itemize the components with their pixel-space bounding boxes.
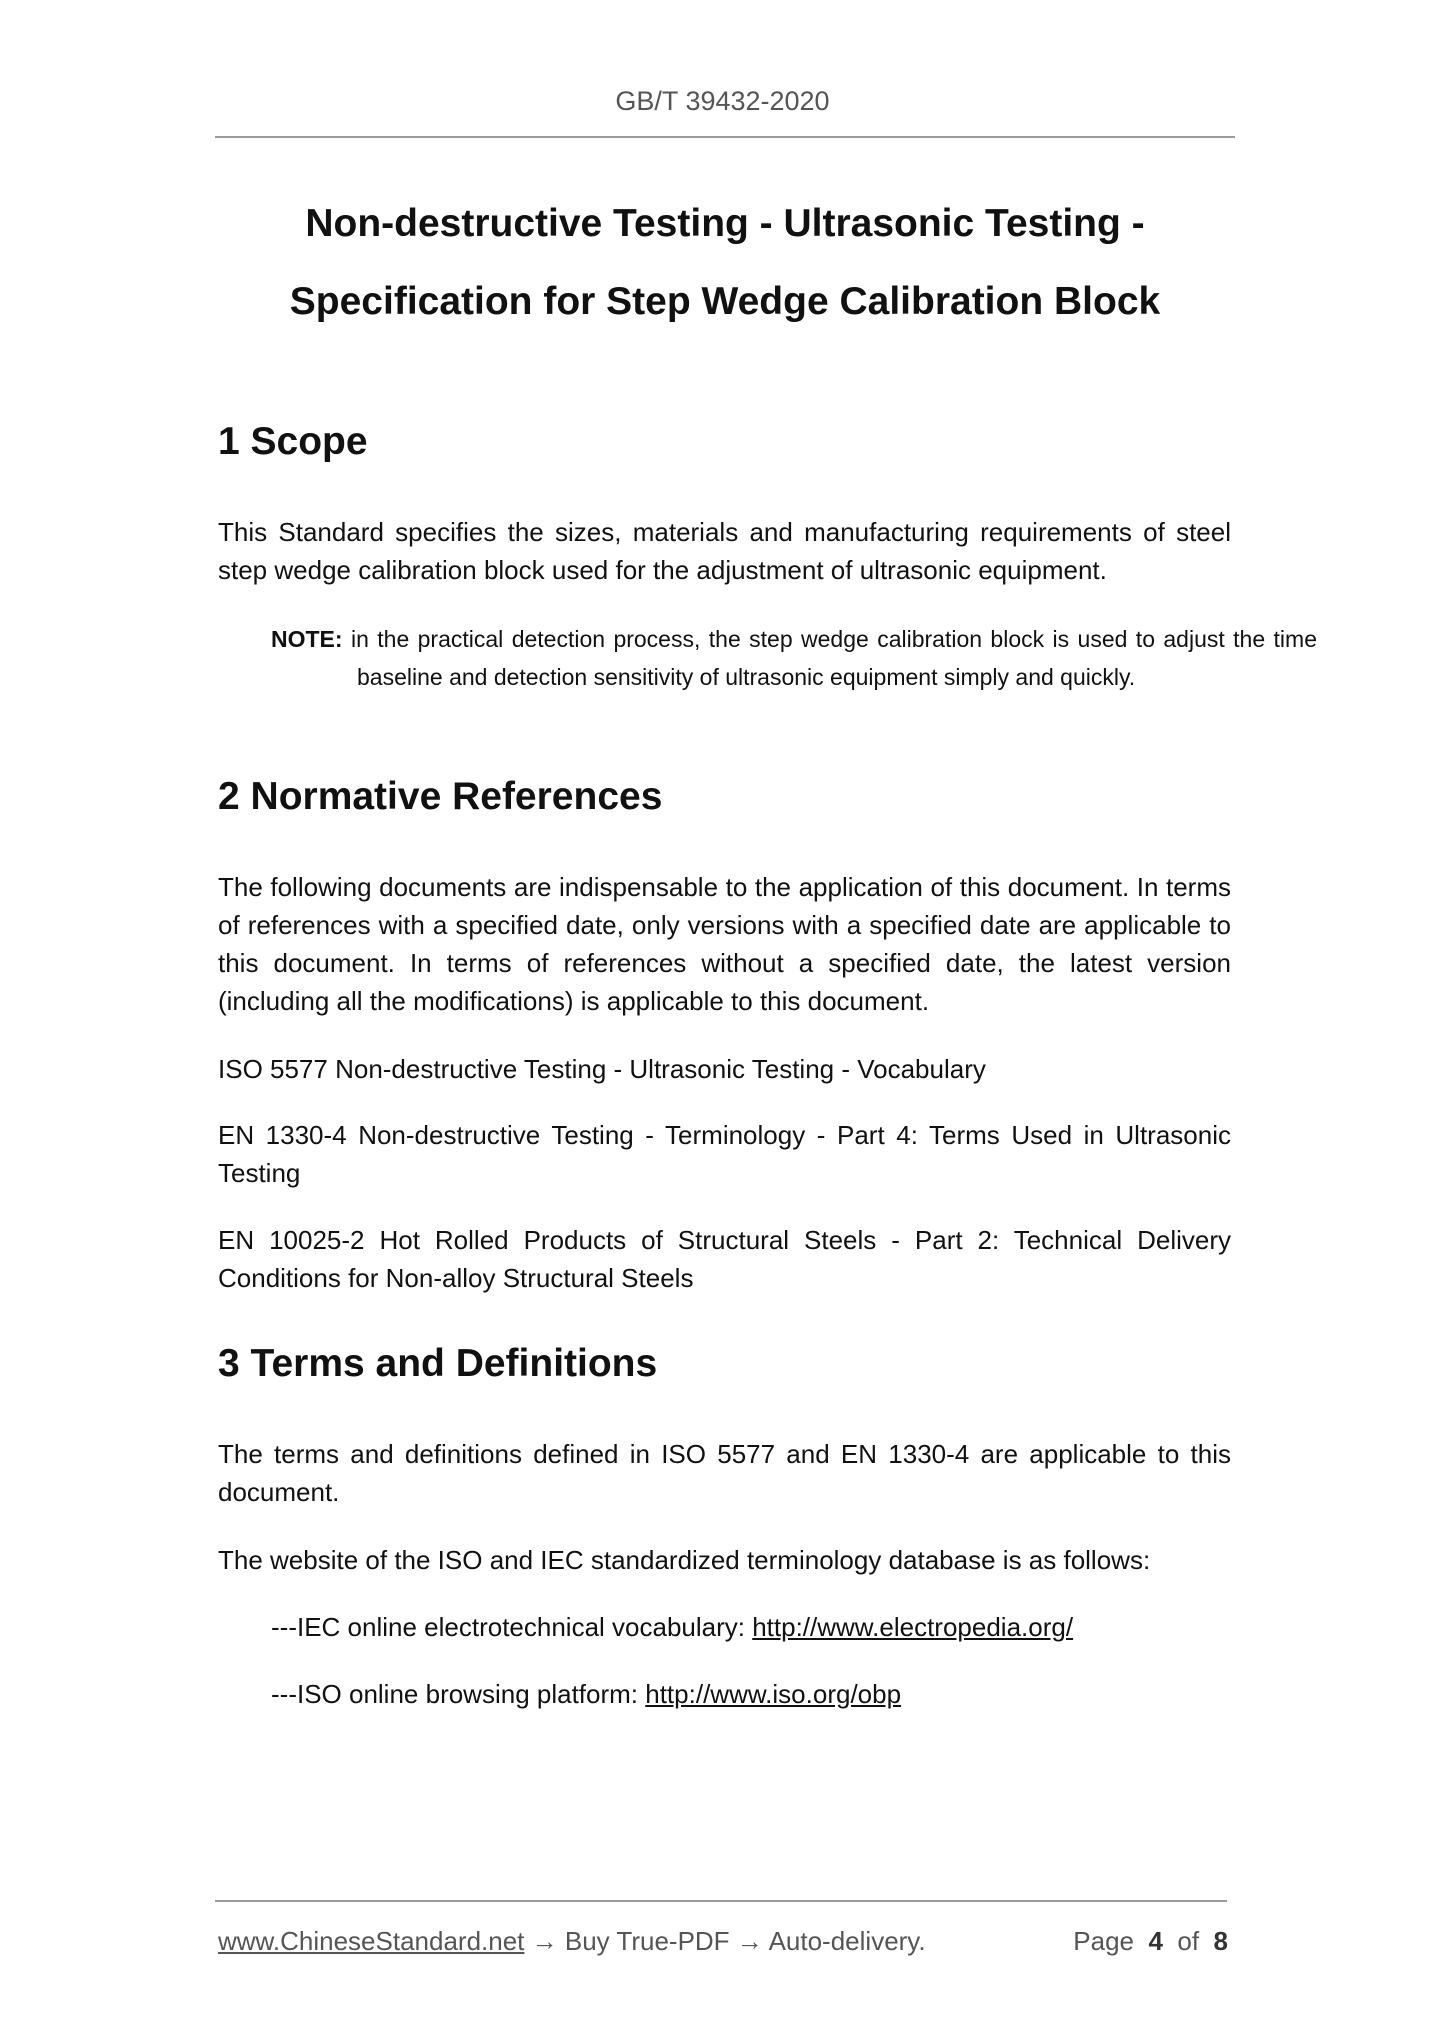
site-link[interactable]: www.ChineseStandard.net xyxy=(218,1926,525,1956)
page-word: Page xyxy=(1073,1926,1135,1956)
section-heading-terms: 3 Terms and Definitions xyxy=(218,1342,658,1385)
section-heading-normative: 2 Normative References xyxy=(218,775,663,818)
iso-link[interactable]: http://www.iso.org/obp xyxy=(645,1679,902,1709)
scope-paragraph: This Standard specifies the sizes, materials and manufacturing requirements of steel step wedge calibration block used for the adjustment of ultrasonic equipment. xyxy=(218,517,1231,585)
page-current: 4 xyxy=(1148,1926,1163,1956)
title-line-2: Specification for Step Wedge Calibration Block xyxy=(289,280,1161,323)
page-indicator xyxy=(1073,1922,1228,1960)
iec-link[interactable]: http://www.electropedia.org/ xyxy=(752,1612,1074,1642)
document-title xyxy=(215,185,1235,341)
normative-paragraph: The following documents are indispensable to the application of this document. In terms of references with a specified date, only versions with a specified date are applicable to this document. In terms of references without a specified date, the latest version (including all the modifications) is applicable to this document. xyxy=(218,872,1231,1016)
title-line-1: Non-destructive Testing - Ultrasonic Testing - xyxy=(305,202,1145,245)
note-label: NOTE: xyxy=(271,626,343,652)
footer-tagline: → Buy True-PDF → Auto-delivery. xyxy=(524,1926,926,1956)
reference-item: EN 10025-2 Hot Rolled Products of Structural Steels - Part 2: Technical Delivery Conditions for Non-alloy Structural Steels xyxy=(218,1225,1231,1293)
reference-item: EN 1330-4 Non-destructive Testing - Terminology - Part 4: Terms Used in Ultrasonic Testing xyxy=(218,1120,1231,1188)
note-text: in the practical detection process, the step wedge calibration block is used to adjust the time baseline and detection sensitivity of ultrasonic equipment simply and quickly. xyxy=(342,626,1317,690)
footer-divider xyxy=(215,1900,1227,1902)
standard-code-header: GB/T 39432-2020 xyxy=(615,86,830,116)
reference-item: ISO 5577 Non-destructive Testing - Ultrasonic Testing - Vocabulary xyxy=(218,1054,986,1084)
scope-note xyxy=(271,620,1317,696)
terms-paragraph-1: The terms and definitions defined in ISO 5577 and EN 1330-4 are applicable to this document. xyxy=(218,1439,1231,1507)
header-divider xyxy=(215,136,1235,138)
iso-link-line xyxy=(271,1675,901,1713)
page-total: 8 xyxy=(1213,1926,1228,1956)
iso-prefix: ---ISO online browsing platform: xyxy=(271,1679,646,1709)
iec-link-line xyxy=(271,1608,1073,1646)
section-heading-scope: 1 Scope xyxy=(218,420,368,463)
iec-prefix: ---IEC online electrotechnical vocabulary: xyxy=(271,1612,753,1642)
footer xyxy=(218,1922,1228,1960)
terms-paragraph-2: The website of the ISO and IEC standardized terminology database is as follows: xyxy=(218,1545,1151,1575)
of-word: of xyxy=(1177,1926,1200,1956)
